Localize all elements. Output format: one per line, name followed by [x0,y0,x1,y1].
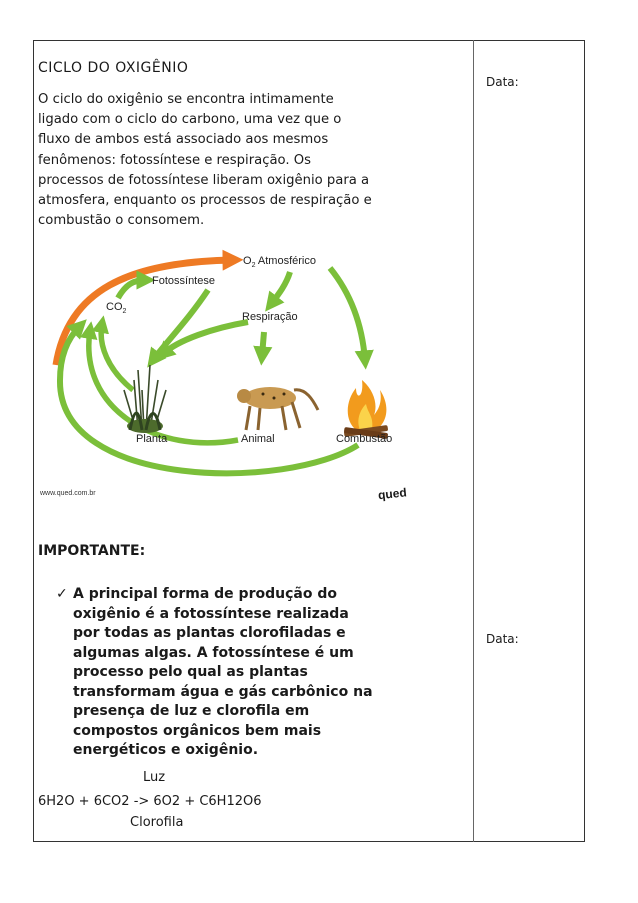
o2-atmospheric-label: $O_2$ Atmosférico [243,255,316,269]
date-label-top: Data: [486,75,519,89]
bullet-text [73,585,456,761]
source-url: www.qued.com.br [40,490,96,497]
arrow-o2-respiration [271,272,290,304]
oxygen-cycle-diagram [38,240,408,503]
intro-line: fenômenos: fotossíntese e respiração. Os [38,152,312,168]
bullet-line: compostos orgânicos bem mais [73,722,322,739]
plant-illustration [124,365,166,433]
arrow-o2-combustion [330,268,365,360]
bullet-line: por todas as plantas clorofiladas e [73,625,346,641]
bullet-line: algumas algas. A fotossíntese é um [73,644,354,661]
combustion-label: Combustão [336,433,393,445]
animal-label: Animal [241,433,275,445]
bullet-line: energéticos e oxigênio. [73,742,259,758]
intro-line: fluxo de ambos está associado aos mesmos [38,132,329,148]
co2-label: $CO_2$ [106,301,127,315]
photosynthesis-label: Fotossíntese [152,275,215,287]
important-bullet [56,585,456,761]
intro-line: O ciclo do oxigênio se encontra intimamente [38,92,334,107]
column-divider [473,40,474,842]
photosynthesis-equation: 6H2O + 6CO2 -> 6O2 + C6H12O6 [38,794,262,809]
date-label-bottom: Data: [486,632,519,646]
arrow-respiration-animal [262,332,264,356]
animal-illustration [237,387,318,430]
bullet-line: oxigênio é a fotossíntese realizada [73,605,349,622]
qued-logo: qued [377,485,408,503]
intro-paragraph [38,90,470,231]
intro-line: atmosfera, enquanto os processos de respiração e [38,193,372,209]
arrow-plant-co2 [101,324,133,390]
intro-line: processos de fotossíntese liberam oxigênio para a [38,172,370,188]
intro-line: ligado com o ciclo do carbono, uma vez que o [38,112,342,128]
arrow-respiration-plant [163,322,248,354]
bullet-line: transformam água e gás carbônico na [73,683,373,700]
equation-condition-light: Luz [143,770,166,785]
bullet-line: A principal forma de produção do [73,586,337,602]
equation-condition-chlorophyll: Clorofila [130,815,184,830]
plant-label: Planta [136,433,168,445]
page-title: CICLO DO OXIGÊNIO [38,60,189,76]
bullet-line: presença de luz e clorofila em [73,703,310,719]
arrow-photosynthesis-plant [153,290,208,360]
respiration-label: Respiração [242,311,298,323]
bullet-line: processo pelo qual as plantas [73,664,308,680]
intro-line: combustão o consomem. [38,213,205,229]
important-heading: IMPORTANTE: [38,543,146,559]
fire-illustration [344,380,388,439]
checkmark-icon: ✓ [56,586,68,602]
